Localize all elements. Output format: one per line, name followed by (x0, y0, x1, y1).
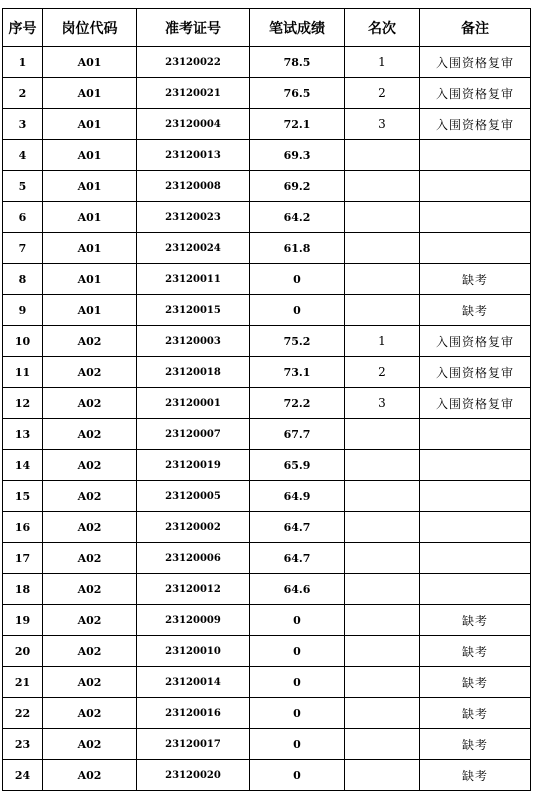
cell-note: 入围资格复审 (420, 326, 531, 357)
cell-note: 缺考 (420, 667, 531, 698)
cell-rank (345, 481, 420, 512)
cell-score: 78.5 (250, 47, 345, 78)
cell-score: 72.1 (250, 109, 345, 140)
cell-rank (345, 171, 420, 202)
cell-note: 缺考 (420, 605, 531, 636)
cell-exam-id: 23120004 (137, 109, 250, 140)
header-post: 岗位代码 (43, 9, 137, 47)
cell-exam-id: 23120002 (137, 512, 250, 543)
cell-score: 0 (250, 636, 345, 667)
cell-post-code: A02 (43, 326, 137, 357)
cell-exam-id: 23120024 (137, 233, 250, 264)
cell-seq: 4 (3, 140, 43, 171)
results-table (2, 8, 531, 791)
cell-post-code: A02 (43, 419, 137, 450)
cell-seq: 14 (3, 450, 43, 481)
cell-rank: 3 (345, 109, 420, 140)
cell-post-code: A02 (43, 605, 137, 636)
cell-note (420, 419, 531, 450)
cell-score: 73.1 (250, 357, 345, 388)
cell-post-code: A01 (43, 140, 137, 171)
cell-score: 64.7 (250, 512, 345, 543)
cell-note: 入围资格复审 (420, 357, 531, 388)
cell-post-code: A02 (43, 667, 137, 698)
cell-seq: 8 (3, 264, 43, 295)
cell-note (420, 543, 531, 574)
cell-post-code: A01 (43, 202, 137, 233)
header-score: 笔试成绩 (250, 9, 345, 47)
cell-rank (345, 729, 420, 760)
cell-rank (345, 667, 420, 698)
cell-post-code: A01 (43, 78, 137, 109)
cell-score: 69.3 (250, 140, 345, 171)
cell-post-code: A01 (43, 295, 137, 326)
cell-seq: 17 (3, 543, 43, 574)
cell-seq: 11 (3, 357, 43, 388)
cell-note (420, 574, 531, 605)
table-row (3, 760, 531, 791)
cell-score: 0 (250, 729, 345, 760)
cell-exam-id: 23120003 (137, 326, 250, 357)
cell-note (420, 512, 531, 543)
cell-score: 76.5 (250, 78, 345, 109)
cell-rank (345, 698, 420, 729)
cell-score: 0 (250, 605, 345, 636)
cell-seq: 12 (3, 388, 43, 419)
header-rank: 名次 (345, 9, 420, 47)
cell-note (420, 140, 531, 171)
table-row (3, 233, 531, 264)
cell-rank: 2 (345, 78, 420, 109)
cell-note: 缺考 (420, 264, 531, 295)
cell-seq: 10 (3, 326, 43, 357)
cell-rank (345, 140, 420, 171)
cell-post-code: A01 (43, 171, 137, 202)
table-header (3, 9, 531, 47)
cell-post-code: A01 (43, 233, 137, 264)
cell-rank (345, 264, 420, 295)
cell-seq: 1 (3, 47, 43, 78)
cell-rank (345, 233, 420, 264)
table-row (3, 543, 531, 574)
header-row (3, 9, 531, 47)
cell-rank (345, 512, 420, 543)
cell-note (420, 171, 531, 202)
cell-exam-id: 23120006 (137, 543, 250, 574)
cell-post-code: A01 (43, 47, 137, 78)
cell-rank (345, 450, 420, 481)
header-seq: 序号 (3, 9, 43, 47)
cell-seq: 23 (3, 729, 43, 760)
cell-exam-id: 23120022 (137, 47, 250, 78)
cell-seq: 9 (3, 295, 43, 326)
table-row (3, 512, 531, 543)
cell-note: 缺考 (420, 295, 531, 326)
cell-exam-id: 23120008 (137, 171, 250, 202)
cell-note (420, 450, 531, 481)
cell-post-code: A02 (43, 698, 137, 729)
cell-score: 72.2 (250, 388, 345, 419)
table-row (3, 574, 531, 605)
cell-post-code: A02 (43, 512, 137, 543)
cell-seq: 20 (3, 636, 43, 667)
cell-post-code: A02 (43, 636, 137, 667)
cell-post-code: A02 (43, 388, 137, 419)
table-row (3, 264, 531, 295)
cell-score: 0 (250, 264, 345, 295)
cell-exam-id: 23120019 (137, 450, 250, 481)
cell-score: 64.6 (250, 574, 345, 605)
cell-post-code: A02 (43, 729, 137, 760)
cell-score: 0 (250, 760, 345, 791)
table-row (3, 295, 531, 326)
table-row (3, 109, 531, 140)
cell-note: 入围资格复审 (420, 109, 531, 140)
cell-note: 缺考 (420, 698, 531, 729)
table-row (3, 481, 531, 512)
cell-score: 67.7 (250, 419, 345, 450)
cell-exam-id: 23120016 (137, 698, 250, 729)
cell-note: 缺考 (420, 636, 531, 667)
table-row (3, 636, 531, 667)
cell-exam-id: 23120015 (137, 295, 250, 326)
cell-rank (345, 202, 420, 233)
cell-note: 缺考 (420, 760, 531, 791)
cell-exam-id: 23120009 (137, 605, 250, 636)
cell-post-code: A01 (43, 109, 137, 140)
table-row (3, 78, 531, 109)
cell-seq: 18 (3, 574, 43, 605)
cell-post-code: A02 (43, 760, 137, 791)
cell-note: 入围资格复审 (420, 388, 531, 419)
table-row (3, 667, 531, 698)
cell-note (420, 481, 531, 512)
cell-rank (345, 419, 420, 450)
cell-seq: 19 (3, 605, 43, 636)
cell-post-code: A01 (43, 264, 137, 295)
table-row (3, 326, 531, 357)
cell-exam-id: 23120017 (137, 729, 250, 760)
cell-rank (345, 760, 420, 791)
cell-rank (345, 543, 420, 574)
cell-score: 69.2 (250, 171, 345, 202)
table-row (3, 202, 531, 233)
cell-seq: 16 (3, 512, 43, 543)
cell-seq: 21 (3, 667, 43, 698)
cell-rank: 1 (345, 47, 420, 78)
table-row (3, 605, 531, 636)
table-row (3, 388, 531, 419)
cell-exam-id: 23120020 (137, 760, 250, 791)
cell-exam-id: 23120007 (137, 419, 250, 450)
cell-exam-id: 23120011 (137, 264, 250, 295)
cell-note (420, 202, 531, 233)
cell-exam-id: 23120005 (137, 481, 250, 512)
cell-rank: 3 (345, 388, 420, 419)
cell-score: 0 (250, 295, 345, 326)
cell-rank (345, 295, 420, 326)
table-row (3, 357, 531, 388)
cell-exam-id: 23120014 (137, 667, 250, 698)
cell-note: 入围资格复审 (420, 78, 531, 109)
cell-post-code: A02 (43, 450, 137, 481)
cell-seq: 3 (3, 109, 43, 140)
cell-post-code: A02 (43, 357, 137, 388)
cell-rank: 1 (345, 326, 420, 357)
cell-post-code: A02 (43, 543, 137, 574)
cell-score: 75.2 (250, 326, 345, 357)
cell-score: 0 (250, 698, 345, 729)
cell-seq: 15 (3, 481, 43, 512)
table-row (3, 419, 531, 450)
table-row (3, 698, 531, 729)
table-row (3, 450, 531, 481)
cell-seq: 6 (3, 202, 43, 233)
cell-score: 65.9 (250, 450, 345, 481)
cell-seq: 22 (3, 698, 43, 729)
cell-rank (345, 574, 420, 605)
cell-exam-id: 23120021 (137, 78, 250, 109)
cell-post-code: A02 (43, 481, 137, 512)
table-row (3, 729, 531, 760)
table-row (3, 140, 531, 171)
cell-exam-id: 23120013 (137, 140, 250, 171)
cell-seq: 13 (3, 419, 43, 450)
cell-score: 0 (250, 667, 345, 698)
cell-exam-id: 23120023 (137, 202, 250, 233)
cell-score: 64.7 (250, 543, 345, 574)
cell-seq: 5 (3, 171, 43, 202)
table-row (3, 47, 531, 78)
cell-exam-id: 23120012 (137, 574, 250, 605)
header-note: 备注 (420, 9, 531, 47)
cell-seq: 7 (3, 233, 43, 264)
cell-exam-id: 23120018 (137, 357, 250, 388)
cell-score: 64.9 (250, 481, 345, 512)
cell-rank: 2 (345, 357, 420, 388)
header-id: 准考证号 (137, 9, 250, 47)
cell-seq: 24 (3, 760, 43, 791)
cell-rank (345, 605, 420, 636)
cell-rank (345, 636, 420, 667)
cell-exam-id: 23120001 (137, 388, 250, 419)
cell-note (420, 233, 531, 264)
cell-note: 缺考 (420, 729, 531, 760)
cell-post-code: A02 (43, 574, 137, 605)
cell-seq: 2 (3, 78, 43, 109)
cell-score: 64.2 (250, 202, 345, 233)
cell-score: 61.8 (250, 233, 345, 264)
table-body (3, 47, 531, 791)
table-row (3, 171, 531, 202)
cell-note: 入围资格复审 (420, 47, 531, 78)
cell-exam-id: 23120010 (137, 636, 250, 667)
